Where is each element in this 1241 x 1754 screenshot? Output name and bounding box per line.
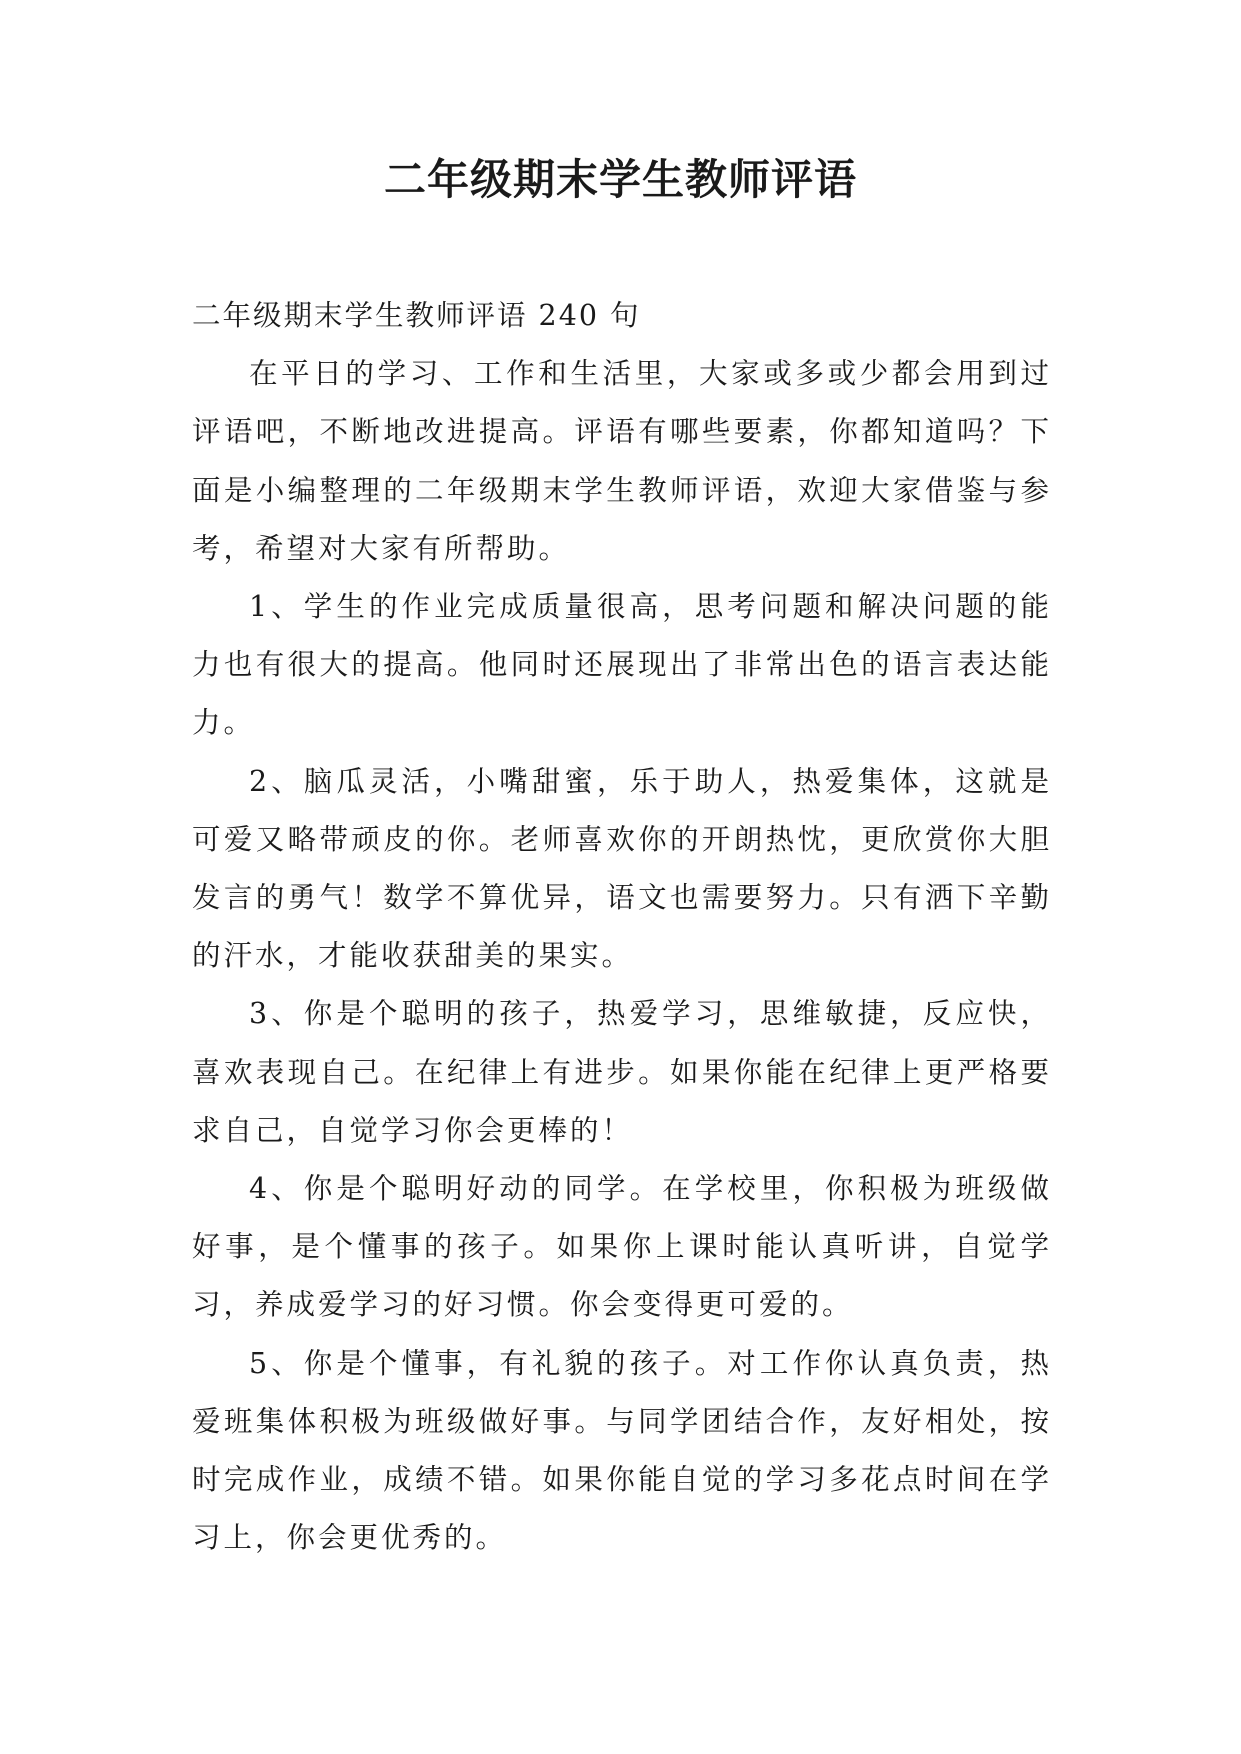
comment-item-5: 5、你是个懂事，有礼貌的孩子。对工作你认真负责，热爱班集体积极为班级做好事。与同学团结合作，友好相处，按时完成作业，成绩不错。如果你能自觉的学习多花点时间在学习上，你会更优秀的。 [192, 1346, 1052, 1555]
comment-item-4: 4、你是个聪明好动的同学。在学校里，你积极为班级做好事，是个懂事的孩子。如果你上课时能认真听讲，自觉学习，养成爱学习的好习惯。你会变得更可爱的。 [192, 1172, 1052, 1322]
comment-item-3: 3、你是个聪明的孩子，热爱学习，思维敏捷，反应快，喜欢表现自己。在纪律上有进步。如果你能在纪律上更严格要求自己，自觉学习你会更棒的！ [192, 997, 1052, 1147]
comment-item-1: 1、学生的作业完成质量很高，思考问题和解决问题的能力也有很大的提高。他同时还展现出了非常出色的语言表达能力。 [192, 590, 1052, 740]
document-body [192, 287, 1052, 1567]
document-subtitle: 二年级期末学生教师评语 240 句 [192, 299, 641, 332]
comment-item-2: 2、脑瓜灵活，小嘴甜蜜，乐于助人，热爱集体，这就是可爱又略带顽皮的你。老师喜欢你的开朗热忱，更欣赏你大胆发言的勇气！数学不算优异，语文也需要努力。只有洒下辛勤的汗水，才能收获甜美的果实。 [192, 764, 1052, 973]
document-title: 二年级期末学生教师评语 [383, 155, 857, 204]
intro-paragraph: 在平日的学习、工作和生活里，大家或多或少都会用到过评语吧，不断地改进提高。评语有哪些要素，你都知道吗？下面是小编整理的二年级期末学生教师评语，欢迎大家借鉴与参考，希望对大家有所帮助。 [192, 357, 1052, 565]
